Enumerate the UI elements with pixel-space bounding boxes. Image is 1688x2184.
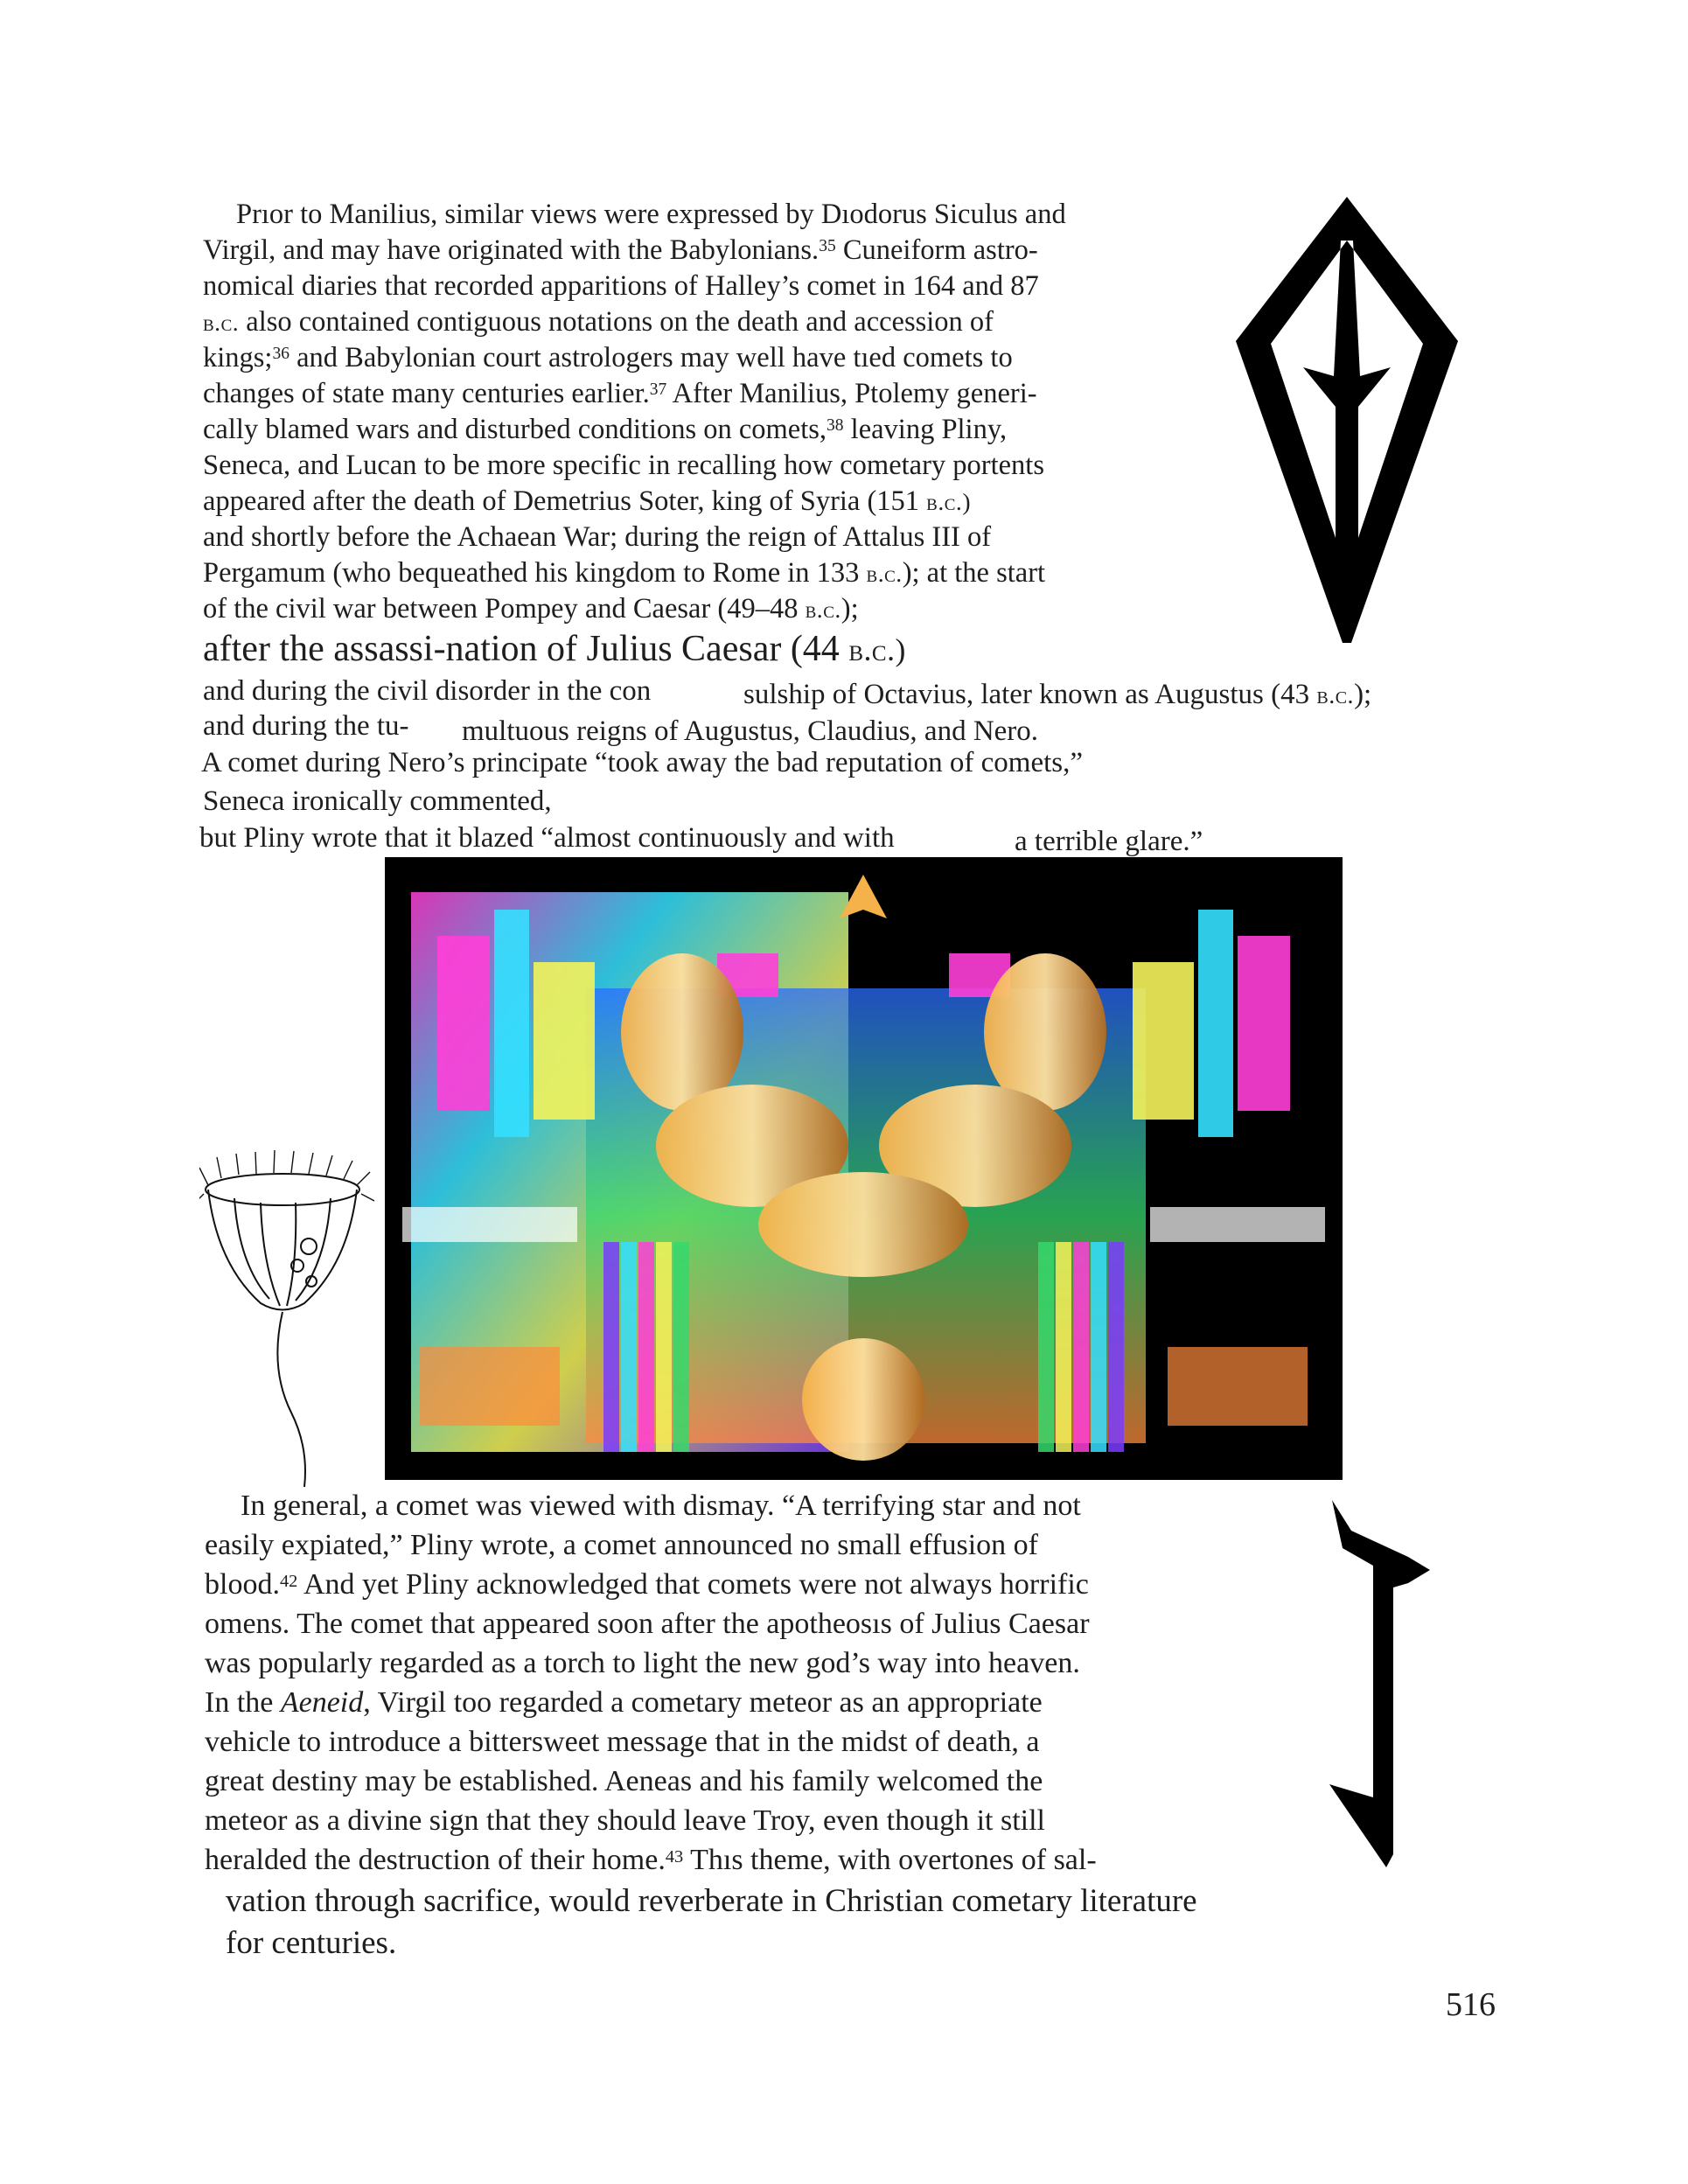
text-line: heralded the destruction of their home.$^{43}$ Thıs theme, with overtones of sal- xyxy=(205,1844,1097,1876)
text-line: multuous reigns of Augustus, Claudius, and Nero. xyxy=(462,715,1039,747)
text-line: b.c. also contained contiguous notations on the death and accession of xyxy=(203,306,994,338)
text-line: sulship of Octavius, later known as Augustus (43 b.c.); xyxy=(743,679,1372,710)
text-line: for centuries. xyxy=(226,1925,397,1961)
text-line: changes of state many centuries earlier.$^{37}$ After Manilius, Ptolemy generi- xyxy=(203,378,1037,409)
text-line: appeared after the death of Demetrius Soter, king of Syria (151 b.c.) xyxy=(203,485,972,517)
text-line: Seneca ironically commented, xyxy=(203,785,552,817)
plant-illustration-icon xyxy=(199,1150,383,1491)
text-line: and shortly before the Achaean War; during the reign of Attalus III of xyxy=(203,521,992,553)
text-line: meteor as a divine sign that they should leave Troy, even though it still xyxy=(205,1804,1045,1837)
text-line: and during the tu- xyxy=(203,710,409,742)
text-line: a terrible glare.” xyxy=(1015,826,1203,857)
text-line: A comet during Nero’s principate “took away the bad reputation of comets,” xyxy=(201,747,1084,778)
bracket-glyph-icon xyxy=(1325,1496,1439,1872)
text-line: Seneca, and Lucan to be more specific in recalling how cometary portents xyxy=(203,450,1044,481)
text-line: omens. The comet that appeared soon after the apotheosıs of Julius Caesar xyxy=(205,1608,1090,1640)
text-line: was popularly regarded as a torch to light the new god’s way into heaven. xyxy=(205,1647,1080,1679)
text-line: but Pliny wrote that it blazed “almost continuously and with xyxy=(199,822,895,854)
footnote-ref[interactable]: 43 xyxy=(665,1847,684,1867)
text-line: blood.$^{42}$ And yet Pliny acknowledged that comets were not always horrific xyxy=(205,1568,1089,1601)
text-line: Pergamum (who bequeathed his kingdom to Rome in 133 b.c.); at the start xyxy=(203,557,1046,589)
psychedelic-collage-image xyxy=(385,857,1343,1480)
text-line: easily expiated,” Pliny wrote, a comet announced no small effusion of xyxy=(205,1529,1038,1561)
text-line: Virgil, and may have originated with the Babylonians.$^{35}$ Cuneiform astro- xyxy=(203,234,1038,266)
text-line: kings;$^{36}$ and Babylonian court astrologers may well have tıed comets to xyxy=(203,342,1013,373)
text-line: nomical diaries that recorded apparitions of Halley’s comet in 164 and 87 xyxy=(203,270,1039,302)
text-line: In the Aeneid, Virgil too regarded a cometary meteor as an appropriate xyxy=(205,1686,1043,1719)
text-line: great destiny may be established. Aeneas and his family welcomed the xyxy=(205,1765,1043,1797)
large-text-line: after the assassi-nation of Julius Caesar (44 b.c.) xyxy=(203,629,906,669)
page-number: 516 xyxy=(1446,1986,1496,2023)
text-line: vation through sacrifice, would reverberate in Christian cometary literature xyxy=(226,1883,1197,1919)
footnote-ref[interactable]: 36 xyxy=(272,345,289,363)
text-line: of the civil war between Pompey and Caesar (49–48 b.c.); xyxy=(203,593,859,624)
text-line: Prıor to Manilius, similar views were expressed by Dıodorus Siculus and xyxy=(236,199,1066,230)
footnote-ref[interactable]: 37 xyxy=(649,380,667,399)
text-line: cally blamed wars and disturbed conditions on comets,$^{38}$ leaving Pliny, xyxy=(203,414,1008,445)
text-line: vehicle to introduce a bittersweet message that in the midst of death, a xyxy=(205,1726,1040,1758)
text-line: and during the civil disorder in the con xyxy=(203,675,652,707)
footnote-ref[interactable]: 38 xyxy=(827,416,844,435)
footnote-ref[interactable]: 42 xyxy=(279,1572,298,1591)
text-line: In general, a comet was viewed with dismay. “A terrifying star and not xyxy=(241,1490,1081,1522)
diamond-glyph-icon xyxy=(1229,188,1465,652)
footnote-ref[interactable]: 35 xyxy=(819,237,836,255)
